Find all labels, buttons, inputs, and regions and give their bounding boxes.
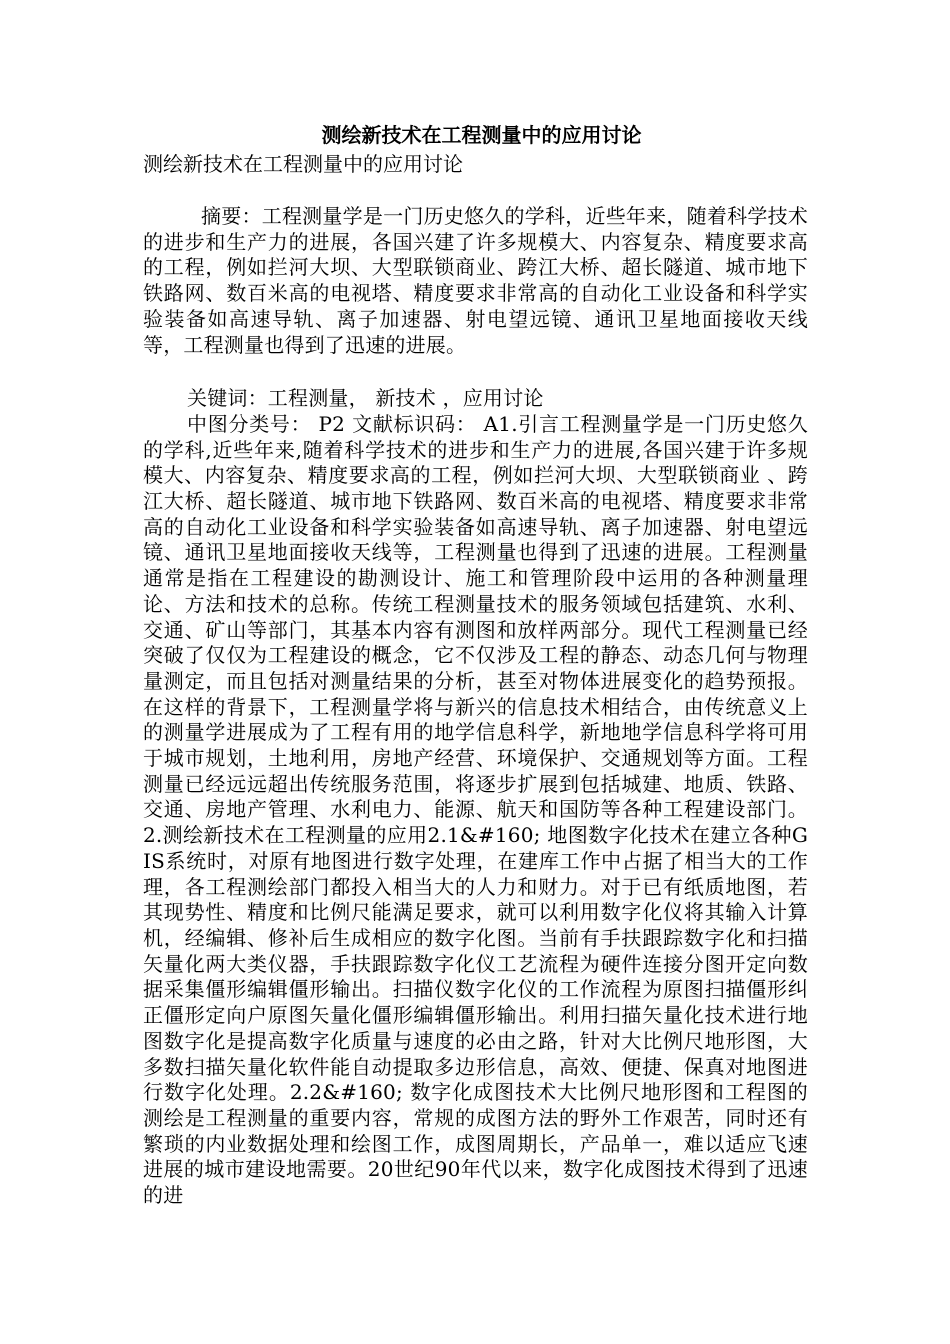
keywords-line: 关键词：工程测量， 新技术 ，应用讨论 xyxy=(187,386,544,411)
spacer xyxy=(143,358,808,386)
spacer xyxy=(143,178,808,204)
document-title: 测绘新技术在工程测量中的应用讨论 xyxy=(321,123,642,147)
document-content xyxy=(143,120,808,1209)
abstract-paragraph: 摘要：工程测量学是一门历史悠久的学科，近些年来，随着科学技术的进步和生产力的进展，各国兴建了许多规模大、内容复杂、精度要求高的工程，例如拦河大坝、大型联锁商业、跨江大桥、超长隧道、城市地下铁路网、数百米高的电视塔、精度要求非常高的自动化工业设备和科学实验装备如高速导轨、离子加速器、射电望远镜、通讯卫星地面接收天线等，工程测量也得到了迅速的进展。 xyxy=(143,204,808,357)
document-subtitle: 测绘新技术在工程测量中的应用讨论 xyxy=(143,152,463,176)
body-paragraph: 中图分类号： P2 文献标识码： A1.引言工程测量学是一门历史悠久的学科,近些年来,随着科学技术的进步和生产力的进展,各国兴建于许多规模大、内容复杂、精度要求高的工程，例如拦河大坝、大型联锁商业 、跨江大桥、超长隧道、城市地下铁路网、数百米高的电视塔、精度要求非常高的自动化工业设备和科学实验装备如高速导轨、离子加速器、射电望远镜、通讯卫星地面接收天线等，工程测量也得到了迅速的进展。工程测量通常是指在工程建设的勘测设计、施工和管理阶段中运用的各种测量理论、方法和技术的总称。传统工程测量技术的服务领域包括建筑、水利、交通、矿山等部门，其基本内容有测图和放样两部分。现代工程测量已经突破了仅仅为工程建设的概念，它不仅涉及工程的静态、动态几何与物理量测定，而且包括对测量结果的分析，甚至对物体进展变化的趋势预报。在这样的背景下，工程测量学将与新兴的信息技术相结合，由传统意义上的测量学进展成为了工程有用的地学信息科学，新地地学信息科学将可用于城市规划，土地利用，房地产经营、环境保护、交通规划等方面。工程测量已经远远超出传统服务范围，将逐步扩展到包括城建、地质、铁路、交通、房地产管理、水利电力、能源、航天和国防等各种工程建设部门。2.测绘新技术在工程测量的应用2.1&#160; 地图数字化技术在建立各种GIS系统时，对原有地图进行数字处理，在建库工作中占据了相当大的工作理，各工程测绘部门都投入相当大的人力和财力。对于已有纸质地图，若其现势性、精度和比例尺能满足要求，就可以利用数字化仪将其输入计算机，经编辑、修补后生成相应的数字化图。当前有手扶跟踪数字化和扫描矢量化两大类仪器，手扶跟踪数字化仪工艺流程为硬件连接分图开定向数据采集僵形编辑僵形输出。扫描仪数字化仪的工作流程为原图扫描僵形纠正僵形定向户原图矢量化僵形编辑僵形输出。利用扫描矢量化技术进行地图数字化是提高数字化质量与速度的必由之路，针对大比例尺地形图，大多数扫描矢量化软件能自动提取多边形信息，高效、便捷、保真对地图进行数字化处理。2.2&#160; 数字化成图技术大比例尺地形图和工程图的测绘是工程测量的重要内容，常规的成图方法的野外工作艰苦，同时还有繁琐的内业数据处理和绘图工作，成图周期长，产品单一，难以适应飞速进展的城市建设地需要。20世纪90年代以来，数字化成图技术得到了迅速的进 xyxy=(143,411,808,1208)
